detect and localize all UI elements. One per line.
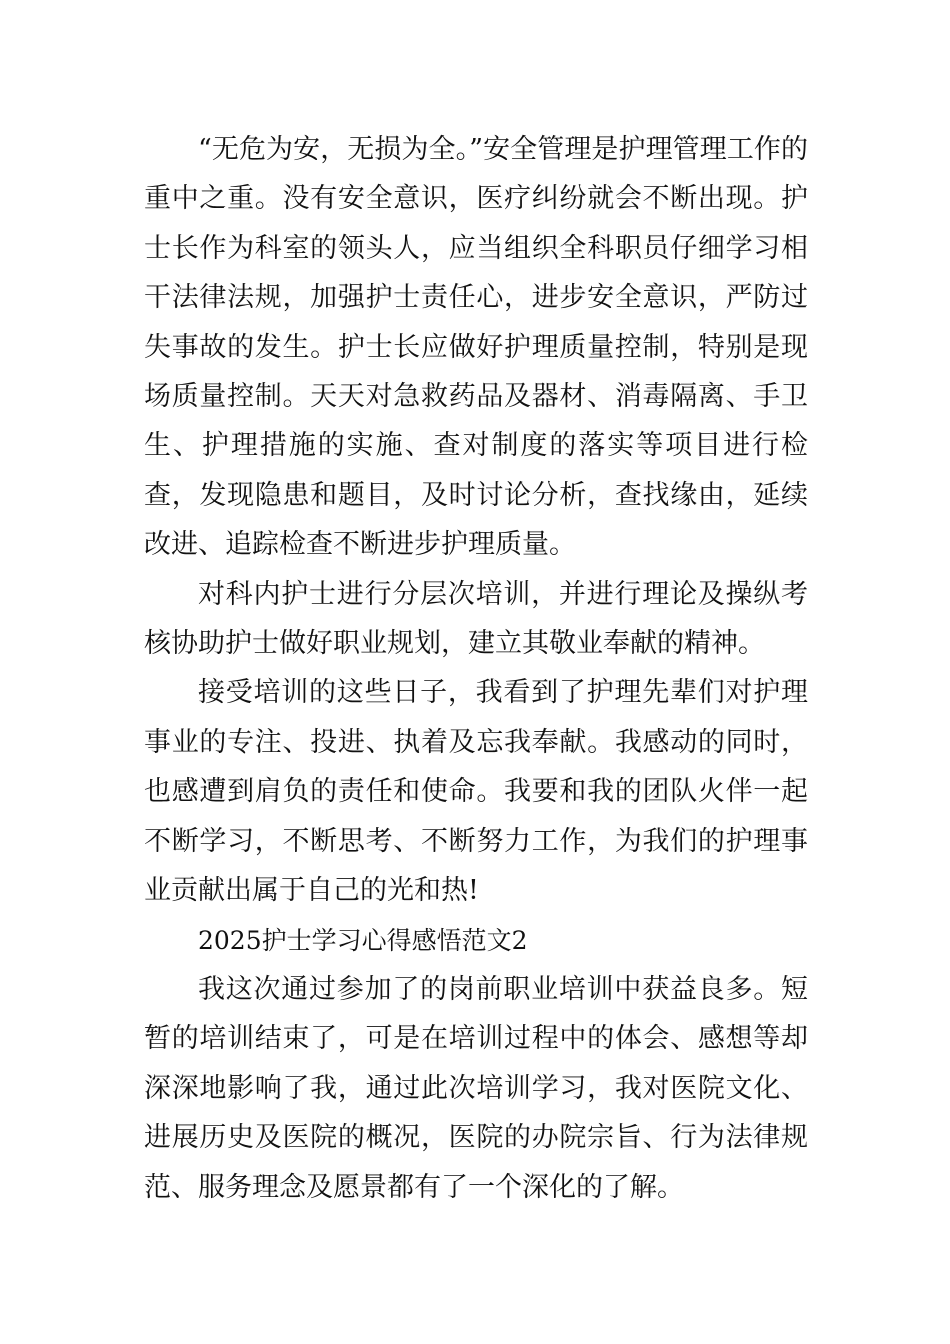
paragraph-reflection: 接受培训的这些日子，我看到了护理先辈们对护理事业的专注、投进、执着及忘我奉献。我感动的同时，也感遭到肩负的责任和使命。我要和我的团队火伴一起不断学习，不断思考、不断努力工作，为我们的护理事业贡献出属于自己的光和热! (144, 677, 808, 907)
paragraph-safety-management: “无危为安，无损为全。”安全管理是护理管理工作的重中之重。没有安全意识，医疗纠纷就会不断出现。护士长作为科室的领头人，应当组织全科职员仔细学习相干法律法规，加强护士责任心，进步安全意识，严防过失事故的发生。护士长应做好护理质量控制，特别是现场质量控制。天天对急救药品及器材、消毒隔离、手卫生、护理措施的实施、查对制度的落实等项目进行检查，发现隐患和题目，及时讨论分析，查找缘由，延续改进、追踪检查不断进步护理质量。 (144, 134, 808, 561)
section-heading: 2025护士学习心得感悟范文2 (198, 925, 528, 955)
paragraph-training: 对科内护士进行分层次培训，并进行理论及操纵考核协助护士做好职业规划，建立其敬业奉献的精神。 (144, 578, 808, 660)
document-body (144, 125, 808, 1212)
paragraph-pre-job-training: 我这次通过参加了的岗前职业培训中获益良多。短暂的培训结束了，可是在培训过程中的体会、感想等却深深地影响了我，通过此次培训学习，我对医院文化、进展历史及医院的概况，医院的办院宗旨、行为法律规范、服务理念及愿景都有了一个深化的了解。 (144, 973, 808, 1203)
